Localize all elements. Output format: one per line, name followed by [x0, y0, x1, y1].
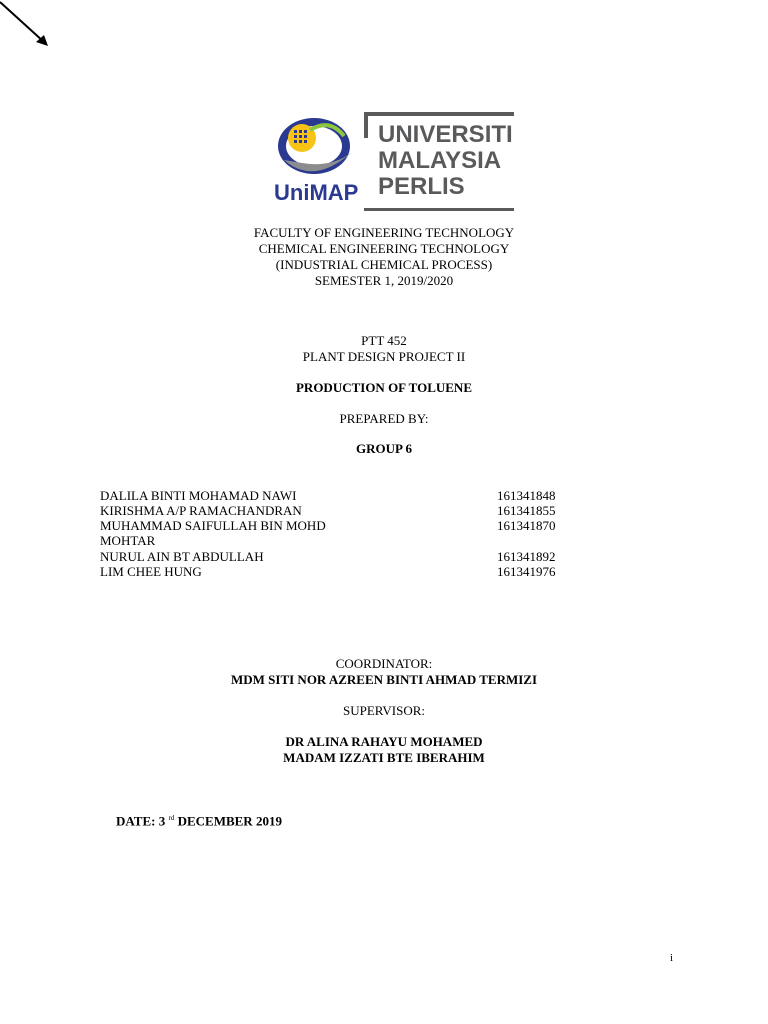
member-name: MUHAMMAD SAIFULLAH BIN MOHD — [100, 518, 326, 533]
logo-line-1: UNIVERSITI — [378, 121, 513, 148]
member-name: MOHTAR — [100, 533, 156, 548]
page-number: i — [670, 952, 674, 964]
prepared-by-label: PREPARED BY: — [339, 411, 429, 426]
specialization: (INDUSTRIAL CHEMICAL PROCESS) — [275, 257, 493, 272]
member-id: 161341848 — [497, 488, 556, 503]
date-prefix: DATE: 3 — [116, 813, 166, 829]
coordinator-name: MDM SITI NOR AZREEN BINTI AHMAD TERMIZI — [230, 672, 538, 687]
logo-line-3: PERLIS — [378, 173, 465, 200]
faculty-name: FACULTY OF ENGINEERING TECHNOLOGY — [253, 225, 515, 240]
logo-line-2: MALAYSIA — [378, 147, 502, 174]
coordinator-label: COORDINATOR: — [335, 656, 433, 671]
supervisor-label: SUPERVISOR: — [342, 703, 426, 718]
member-id: 161341892 — [497, 549, 556, 564]
project-title: PRODUCTION OF TOLUENE — [295, 380, 472, 395]
member-id: 161341855 — [497, 503, 556, 518]
date-line — [116, 810, 282, 829]
corner-arrow-icon — [0, 0, 60, 60]
member-name: KIRISHMA A/P RAMACHANDRAN — [100, 503, 302, 518]
member-name: LIM CHEE HUNG — [100, 564, 202, 579]
university-logo — [272, 108, 518, 214]
date-ordinal: rd — [168, 814, 175, 822]
member-id: 161341976 — [497, 564, 556, 579]
program-name: CHEMICAL ENGINEERING TECHNOLOGY — [258, 241, 510, 256]
supervisor-name: MADAM IZZATI BTE IBERAHIM — [283, 750, 485, 765]
member-name: DALILA BINTI MOHAMAD NAWI — [100, 488, 297, 503]
date-rest: DECEMBER 2019 — [174, 813, 282, 829]
group-label: GROUP 6 — [356, 441, 412, 456]
member-id: 161341870 — [497, 518, 556, 533]
emblem-icon — [278, 118, 352, 174]
semester: SEMESTER 1, 2019/2020 — [314, 273, 454, 288]
supervisor-name: DR ALINA RAHAYU MOHAMED — [285, 734, 483, 749]
member-name: NURUL AIN BT ABDULLAH — [100, 549, 264, 564]
course-code: PTT 452 — [361, 333, 407, 348]
brand-text: UniMAP — [274, 180, 359, 205]
course-name: PLANT DESIGN PROJECT II — [302, 349, 466, 364]
